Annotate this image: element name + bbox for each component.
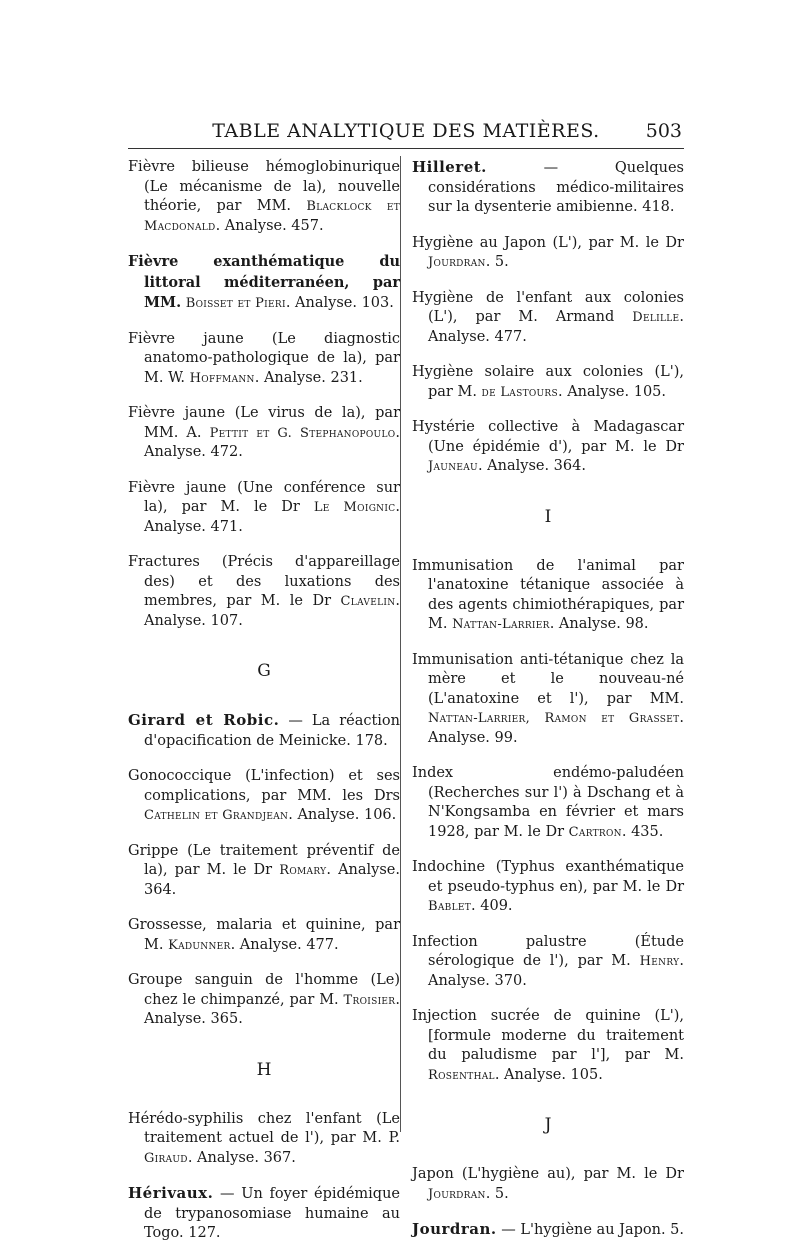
index-entry: Fièvre bilieuse hémoglobinurique (Le mécanisme de la), nouvelle théorie, par MM. Blacklock et Macdonald. Analyse. 457. bbox=[128, 159, 400, 234]
index-entry: Fièvre jaune (Le diagnostic anatomo-pathologique de la), par M. W. Hoffmann. Analyse. 231. bbox=[128, 330, 400, 386]
index-entry: Japon (L'hygiène au), par M. le Dr Jourdran. 5. bbox=[412, 1166, 684, 1202]
index-entry: Girard et Robic. — La réaction d'opacification de Meinicke. 178. bbox=[128, 711, 400, 749]
index-entry: Gonococcique (L'infection) et ses complications, par MM. les Drs Cathelin et Grandjean. Analyse. 106. bbox=[128, 768, 400, 823]
section-letter-h: H bbox=[256, 1059, 272, 1080]
column-divider bbox=[400, 156, 401, 1132]
index-entry: Jourdran. — L'hygiène au Japon. 5. bbox=[412, 1220, 685, 1238]
index-entry: Hygiène au Japon (L'), par M. le Dr Jourdran. 5. bbox=[412, 234, 684, 270]
page-number: 503 bbox=[645, 120, 682, 142]
index-entry: Hygiène de l'enfant aux colonies (L'), par M. Armand Delille. Analyse. 477. bbox=[412, 289, 684, 345]
section-j bbox=[412, 1165, 684, 1241]
index-entry: Grippe (Le traitement préventif de la), par M. le Dr Romary. Analyse. 364. bbox=[128, 842, 401, 898]
index-entry: Immunisation de l'animal par l'anatoxine tétanique associée à des agents chimiothérapiques, par M. Nattan-Larrier. Analyse. 98. bbox=[412, 557, 684, 632]
right-column bbox=[412, 158, 684, 1257]
section-h-cont bbox=[412, 158, 684, 477]
index-entry: Indochine (Typhus exanthématique et pseudo-typhus en), par M. le Dr Bablet. 409. bbox=[412, 859, 684, 914]
index-entry: Hygiène solaire aux colonies (L'), par M. de Lastours. Analyse. 105. bbox=[412, 364, 684, 400]
section-f bbox=[128, 158, 400, 631]
section-letter-g: G bbox=[257, 661, 271, 681]
index-entry: Hilleret. — Quelques considérations médico-militaires sur la dysenterie amibienne. 418. bbox=[412, 158, 684, 215]
index-entry: Fièvre exanthématique du littoral méditerranéen, par MM. Boisset et Pieri. Analyse. 103. bbox=[128, 253, 400, 311]
index-entry: Grossesse, malaria et quinine, par M. Kadunner. Analyse. 477. bbox=[128, 917, 400, 953]
left-column bbox=[128, 158, 400, 1260]
section-letter-i: I bbox=[544, 506, 552, 527]
index-entry: Injection sucrée de quinine (L'), [formule moderne du traitement du paludisme par l'], par M. Rosenthal. Analyse. 105. bbox=[412, 1008, 684, 1083]
index-entry: Fractures (Précis d'appareillage des) et des luxations des membres, par M. le Dr Clavelin. Analyse. 107. bbox=[128, 554, 401, 629]
section-h bbox=[128, 1110, 400, 1244]
index-entry: Groupe sanguin de l'homme (Le) chez le chimpanzé, par M. Troisier. Analyse. 365. bbox=[128, 972, 400, 1027]
running-header bbox=[130, 118, 682, 148]
page-title: TABLE ANALYTIQUE DES MATIÈRES. bbox=[212, 120, 600, 142]
section-i bbox=[412, 557, 684, 1086]
header-rule bbox=[128, 148, 684, 149]
index-entry: Hérivaux. — Un foyer épidémique de trypanosomiase humaine au Togo. 127. bbox=[128, 1184, 400, 1241]
index-entry: Hérédo-syphilis chez l'enfant (Le traitement actuel de l'), par M. P. Giraud. Analyse. 367. bbox=[128, 1110, 400, 1166]
index-entry: Fièvre jaune (Une conférence sur la), par M. le Dr Le Moignic. Analyse. 471. bbox=[128, 479, 401, 535]
section-g bbox=[128, 711, 400, 1030]
section-letter-j: J bbox=[544, 1115, 552, 1135]
index-entry: Index endémo-paludéen (Recherches sur l') à Dschang et à N'Kongsamba en février et mars 1928, par M. le Dr Cartron. 435. bbox=[412, 765, 684, 840]
index-entry: Immunisation anti-tétanique chez la mère et le nouveau-né (L'anatoxine et l'), par MM. Nattan-Larrier, Ramon et Grasset. Analyse. 99. bbox=[412, 651, 684, 746]
index-entry: Hystérie collective à Madagascar (Une épidémie d'), par M. le Dr Jauneau. Analyse. 364. bbox=[412, 419, 684, 474]
index-entry: Infection palustre (Étude sérologique de l'), par M. Henry. Analyse. 370. bbox=[412, 933, 684, 989]
index-entry: Fièvre jaune (Le virus de la), par MM. A. Pettit et G. Stephanopoulo. Analyse. 472. bbox=[128, 405, 401, 460]
